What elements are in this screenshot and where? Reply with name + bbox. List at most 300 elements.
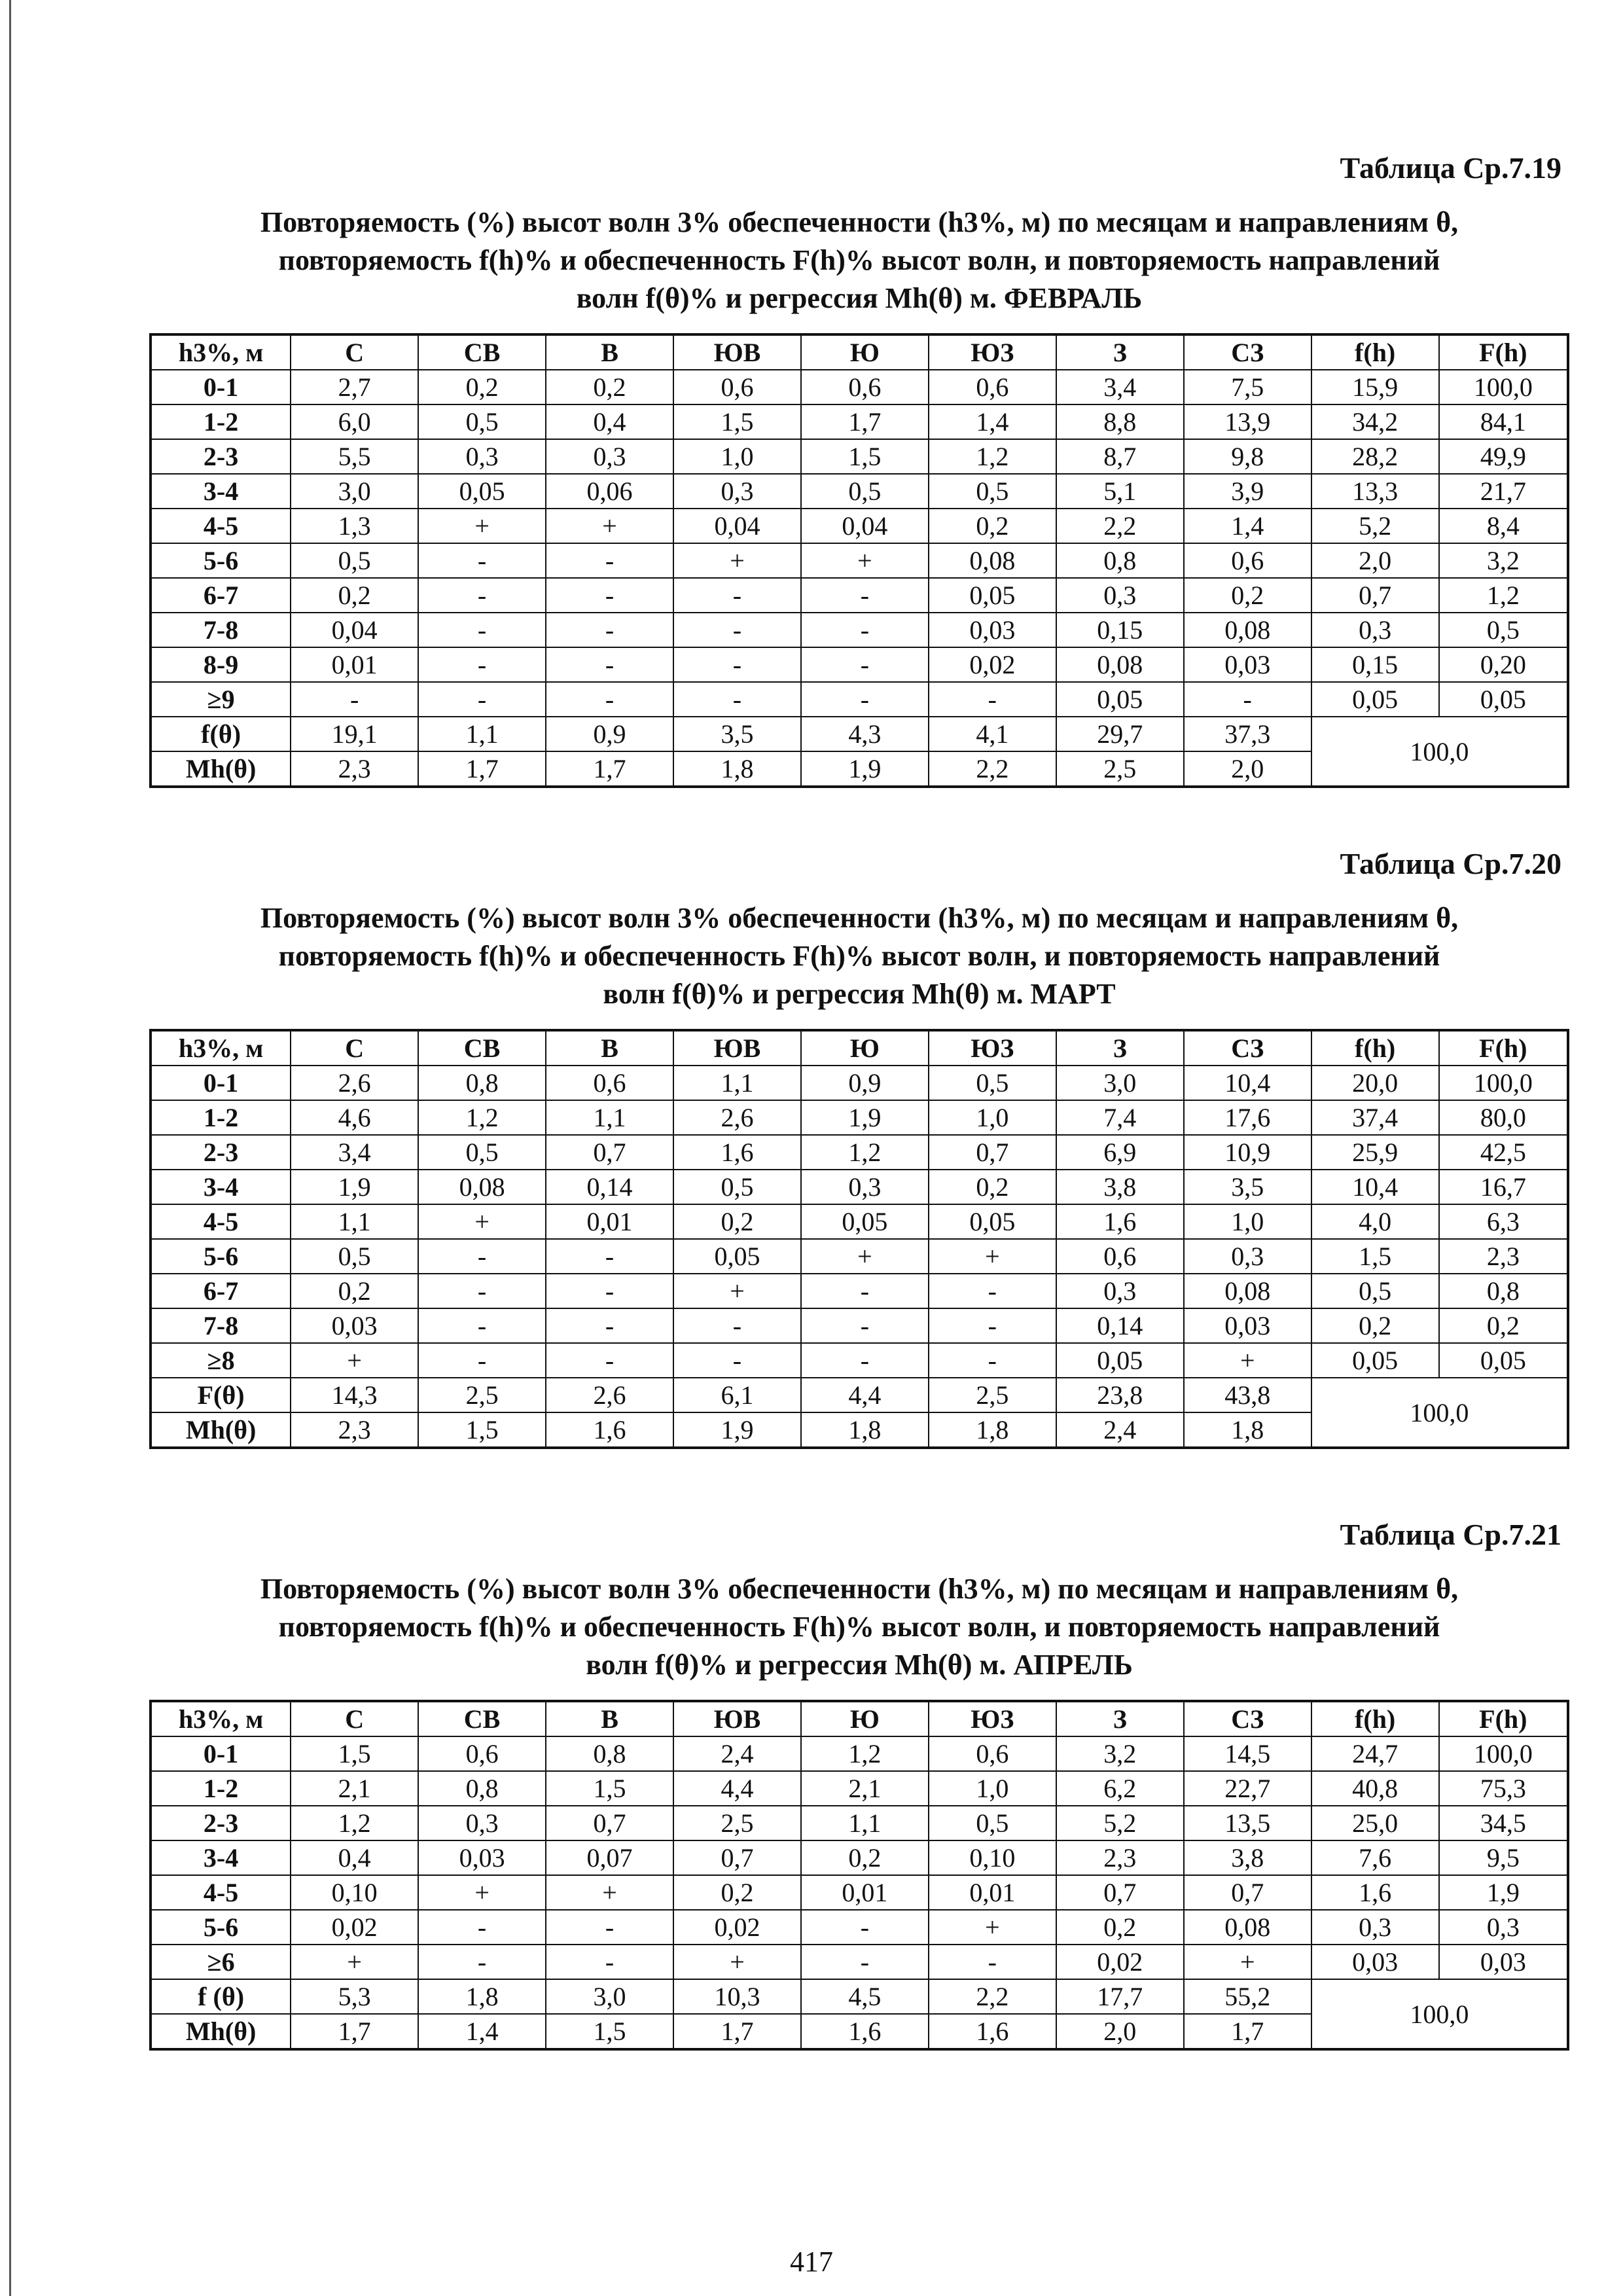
table-row xyxy=(151,1771,1568,1806)
table-cell: 1,5 xyxy=(801,439,929,474)
header-cell: С xyxy=(291,1030,418,1066)
table-cell: - xyxy=(546,1910,673,1945)
summary-cell: 2,3 xyxy=(291,751,418,787)
table-cell: 80,0 xyxy=(1439,1100,1568,1135)
table-cell: 0,15 xyxy=(1311,647,1439,682)
table-number: Таблица Ср.7.21 xyxy=(1340,1518,1561,1551)
table-cell: - xyxy=(546,613,673,647)
table-cell: 0,8 xyxy=(418,1771,546,1806)
header-cell: ЮВ xyxy=(673,1030,801,1066)
table-cell: 34,5 xyxy=(1439,1806,1568,1840)
table-cell: 0,02 xyxy=(291,1910,418,1945)
summary-cell: 1,5 xyxy=(546,2014,673,2049)
table-cell: - xyxy=(929,682,1056,717)
table-cell: 0,2 xyxy=(1439,1308,1568,1343)
summary-cell: 1,8 xyxy=(929,1412,1056,1448)
caption-line: волн f(θ)% и регрессия Mh(θ) м. АПРЕЛЬ xyxy=(586,1649,1133,1681)
table-cell: 1,2 xyxy=(1439,578,1568,613)
wave-height-table xyxy=(149,1029,1569,1449)
header-cell: ЮЗ xyxy=(929,1701,1056,1736)
summary-cell: 1,9 xyxy=(801,751,929,787)
table-cell: 0,05 xyxy=(929,1204,1056,1239)
table-cell: 1,5 xyxy=(291,1736,418,1771)
table-cell: 2,7 xyxy=(291,370,418,404)
page-number: 417 xyxy=(790,2246,833,2278)
header-cell: ЮВ xyxy=(673,334,801,370)
summary-cell: 1,9 xyxy=(673,1412,801,1448)
table-cell: 0,05 xyxy=(673,1239,801,1274)
table-cell: 0,3 xyxy=(1311,613,1439,647)
table-cell: 0,2 xyxy=(673,1875,801,1910)
table-cell: 0,03 xyxy=(418,1840,546,1875)
table-cell: 0,7 xyxy=(546,1135,673,1170)
table-cell: 0,2 xyxy=(929,1170,1056,1204)
row-label: 6-7 xyxy=(151,1274,291,1308)
table-cell: - xyxy=(546,682,673,717)
table-cell: - xyxy=(418,682,546,717)
table-cell: 1,1 xyxy=(291,1204,418,1239)
table-cell: 0,01 xyxy=(291,647,418,682)
summary-cell: 14,3 xyxy=(291,1378,418,1412)
caption-line: Повторяемость (%) высот волн 3% обеспеченности (h3%, м) по месяцам и направлениям θ, xyxy=(260,902,1459,934)
table-cell: 0,05 xyxy=(1056,682,1184,717)
table-cell: 5,5 xyxy=(291,439,418,474)
summary-cell: 1,7 xyxy=(673,2014,801,2049)
table-cell: 0,7 xyxy=(1056,1875,1184,1910)
row-label: ≥6 xyxy=(151,1945,291,1979)
table-cell: - xyxy=(546,543,673,578)
caption-line: Повторяемость (%) высот волн 3% обеспеченности (h3%, м) по месяцам и направлениям θ, xyxy=(260,1573,1459,1605)
table-cell: + xyxy=(929,1239,1056,1274)
table-row xyxy=(151,1736,1568,1771)
header-cell: В xyxy=(546,1701,673,1736)
summary-cell: 2,2 xyxy=(929,751,1056,787)
table-section-1 xyxy=(149,151,1569,788)
table-cell: - xyxy=(418,1239,546,1274)
table-cell: 3,9 xyxy=(1184,474,1311,509)
table-cell: - xyxy=(801,647,929,682)
summary-cell: 43,8 xyxy=(1184,1378,1311,1412)
row-label: 4-5 xyxy=(151,1204,291,1239)
table-cell: 1,5 xyxy=(546,1771,673,1806)
header-cell: З xyxy=(1056,1030,1184,1066)
table-cell: 0,04 xyxy=(801,509,929,543)
table-cell: 4,4 xyxy=(673,1771,801,1806)
table-cell: 0,08 xyxy=(1184,1274,1311,1308)
table-cell: + xyxy=(291,1343,418,1378)
table-cell: - xyxy=(418,1274,546,1308)
table-row xyxy=(151,1100,1568,1135)
table-cell: 0,5 xyxy=(929,474,1056,509)
table-cell: 13,3 xyxy=(1311,474,1439,509)
table-cell: 1,4 xyxy=(929,404,1056,439)
table-cell: 0,05 xyxy=(1311,1343,1439,1378)
table-cell: 0,2 xyxy=(801,1840,929,1875)
table-cell: 0,3 xyxy=(546,439,673,474)
table-cell: - xyxy=(546,1239,673,1274)
table-cell: 0,07 xyxy=(546,1840,673,1875)
table-cell: 40,8 xyxy=(1311,1771,1439,1806)
wave-height-table xyxy=(149,1700,1569,2051)
table-cell: 0,7 xyxy=(546,1806,673,1840)
table-cell: 3,8 xyxy=(1184,1840,1311,1875)
table-cell: + xyxy=(291,1945,418,1979)
table-section-3 xyxy=(149,1517,1569,2051)
table-cell: 9,8 xyxy=(1184,439,1311,474)
table-cell: 100,0 xyxy=(1439,370,1568,404)
row-label: 7-8 xyxy=(151,1308,291,1343)
header-row xyxy=(151,1030,1568,1066)
summary-cell: 1,1 xyxy=(418,717,546,751)
table-row xyxy=(151,1308,1568,1343)
table-cell: 2,0 xyxy=(1311,543,1439,578)
table-cell: 0,2 xyxy=(929,509,1056,543)
table-cell: 0,6 xyxy=(929,1736,1056,1771)
table-cell: 0,5 xyxy=(291,1239,418,1274)
table-cell: 1,2 xyxy=(929,439,1056,474)
table-cell: 0,6 xyxy=(673,370,801,404)
header-cell: F(h) xyxy=(1439,334,1568,370)
table-cell: 22,7 xyxy=(1184,1771,1311,1806)
table-cell: 1,6 xyxy=(1311,1875,1439,1910)
summary-cell: 1,8 xyxy=(801,1412,929,1448)
row-label: ≥8 xyxy=(151,1343,291,1378)
table-cell: 13,5 xyxy=(1184,1806,1311,1840)
row-label: 1-2 xyxy=(151,404,291,439)
row-label: 0-1 xyxy=(151,1066,291,1100)
table-row xyxy=(151,1840,1568,1875)
table-section-2 xyxy=(149,846,1569,1449)
header-cell: Ю xyxy=(801,1030,929,1066)
summary-label: Mh(θ) xyxy=(151,2014,291,2049)
summary-cell: 1,6 xyxy=(801,2014,929,2049)
summary-cell: 1,5 xyxy=(418,1412,546,1448)
table-cell: 0,2 xyxy=(1184,578,1311,613)
table-cell: - xyxy=(929,1945,1056,1979)
total-cell: 100,0 xyxy=(1311,717,1568,787)
table-cell: 0,03 xyxy=(1184,1308,1311,1343)
table-cell: 84,1 xyxy=(1439,404,1568,439)
table-row xyxy=(151,509,1568,543)
summary-cell: 2,5 xyxy=(418,1378,546,1412)
table-cell: 0,5 xyxy=(418,404,546,439)
table-cell: - xyxy=(418,1945,546,1979)
table-caption xyxy=(149,1570,1569,1684)
table-cell: 28,2 xyxy=(1311,439,1439,474)
table-cell: 1,4 xyxy=(1184,509,1311,543)
header-cell: f(h) xyxy=(1311,334,1439,370)
table-cell: 0,3 xyxy=(1056,1274,1184,1308)
summary-cell: 2,0 xyxy=(1184,751,1311,787)
table-cell: 0,06 xyxy=(546,474,673,509)
summary-cell: 2,4 xyxy=(1056,1412,1184,1448)
row-label: 3-4 xyxy=(151,1840,291,1875)
table-cell: 0,01 xyxy=(801,1875,929,1910)
table-cell: 7,6 xyxy=(1311,1840,1439,1875)
header-cell: F(h) xyxy=(1439,1030,1568,1066)
row-label: 1-2 xyxy=(151,1771,291,1806)
table-cell: - xyxy=(929,1274,1056,1308)
table-cell: 0,02 xyxy=(673,1910,801,1945)
table-cell: + xyxy=(418,509,546,543)
table-cell: 2,5 xyxy=(673,1806,801,1840)
table-cell: 0,5 xyxy=(1311,1274,1439,1308)
table-cell: 17,6 xyxy=(1184,1100,1311,1135)
summary-cell: 2,3 xyxy=(291,1412,418,1448)
row-label: 4-5 xyxy=(151,1875,291,1910)
table-cell: - xyxy=(929,1308,1056,1343)
table-cell: 6,9 xyxy=(1056,1135,1184,1170)
table-cell: 100,0 xyxy=(1439,1736,1568,1771)
table-cell: 16,7 xyxy=(1439,1170,1568,1204)
header-cell: ЮЗ xyxy=(929,1030,1056,1066)
table-cell: 49,9 xyxy=(1439,439,1568,474)
table-cell: 0,10 xyxy=(291,1875,418,1910)
table-cell: 0,05 xyxy=(801,1204,929,1239)
table-cell: 3,2 xyxy=(1056,1736,1184,1771)
summary-label: F(θ) xyxy=(151,1378,291,1412)
table-cell: 0,2 xyxy=(1311,1308,1439,1343)
summary-cell: 23,8 xyxy=(1056,1378,1184,1412)
table-cell: 15,9 xyxy=(1311,370,1439,404)
table-cell: 0,20 xyxy=(1439,647,1568,682)
row-label: 7-8 xyxy=(151,613,291,647)
table-row xyxy=(151,613,1568,647)
summary-cell: 1,7 xyxy=(418,751,546,787)
table-cell: 1,0 xyxy=(673,439,801,474)
summary-cell: 4,5 xyxy=(801,1979,929,2014)
table-cell: 0,2 xyxy=(418,370,546,404)
table-cell: 21,7 xyxy=(1439,474,1568,509)
table-row xyxy=(151,404,1568,439)
table-cell: 1,9 xyxy=(1439,1875,1568,1910)
summary-cell: 0,9 xyxy=(546,717,673,751)
table-cell: 0,05 xyxy=(929,578,1056,613)
summary-label: f (θ) xyxy=(151,1979,291,2014)
table-cell: 0,14 xyxy=(546,1170,673,1204)
header-cell: СВ xyxy=(418,334,546,370)
table-caption xyxy=(149,899,1569,1013)
row-label: 0-1 xyxy=(151,1736,291,1771)
table-cell: 0,5 xyxy=(801,474,929,509)
header-cell: СЗ xyxy=(1184,1030,1311,1066)
table-cell: 0,10 xyxy=(929,1840,1056,1875)
table-cell: 4,0 xyxy=(1311,1204,1439,1239)
table-cell: 1,2 xyxy=(801,1135,929,1170)
table-cell: 0,6 xyxy=(1184,543,1311,578)
table-cell: 0,3 xyxy=(418,1806,546,1840)
table-cell: 0,03 xyxy=(1311,1945,1439,1979)
table-cell: 0,03 xyxy=(291,1308,418,1343)
summary-label: f(θ) xyxy=(151,717,291,751)
table-cell: + xyxy=(801,1239,929,1274)
header-cell: С xyxy=(291,334,418,370)
header-cell: В xyxy=(546,1030,673,1066)
summary-cell: 3,5 xyxy=(673,717,801,751)
table-cell: 0,6 xyxy=(929,370,1056,404)
table-cell: 0,15 xyxy=(1056,613,1184,647)
table-row xyxy=(151,1806,1568,1840)
table-number: Таблица Ср.7.20 xyxy=(1340,847,1561,880)
table-cell: 25,0 xyxy=(1311,1806,1439,1840)
table-cell: 1,0 xyxy=(1184,1204,1311,1239)
table-cell: 0,8 xyxy=(1439,1274,1568,1308)
table-cell: - xyxy=(801,1274,929,1308)
table-cell: 0,08 xyxy=(1184,1910,1311,1945)
table-cell: 3,4 xyxy=(1056,370,1184,404)
table-cell: 0,2 xyxy=(546,370,673,404)
header-cell: ЮВ xyxy=(673,1701,801,1736)
table-cell: 1,6 xyxy=(1056,1204,1184,1239)
table-cell: 25,9 xyxy=(1311,1135,1439,1170)
table-cell: 0,05 xyxy=(1439,1343,1568,1378)
summary-row xyxy=(151,1378,1568,1412)
header-cell: СЗ xyxy=(1184,334,1311,370)
row-label: 8-9 xyxy=(151,647,291,682)
table-cell: 0,6 xyxy=(801,370,929,404)
table-cell: 1,9 xyxy=(801,1100,929,1135)
table-cell: 3,0 xyxy=(291,474,418,509)
table-cell: 0,05 xyxy=(418,474,546,509)
table-cell: - xyxy=(801,613,929,647)
summary-cell: 4,1 xyxy=(929,717,1056,751)
table-cell: - xyxy=(546,647,673,682)
caption-line: повторяемость f(h)% и обеспеченность F(h)% высот волн, и повторяемость направлений xyxy=(278,1611,1440,1643)
table-cell: 1,0 xyxy=(929,1100,1056,1135)
summary-label: Mh(θ) xyxy=(151,751,291,787)
table-cell: 0,2 xyxy=(291,578,418,613)
row-label: ≥9 xyxy=(151,682,291,717)
table-cell: 75,3 xyxy=(1439,1771,1568,1806)
summary-cell: 1,7 xyxy=(546,751,673,787)
table-cell: + xyxy=(1184,1343,1311,1378)
header-cell: СВ xyxy=(418,1030,546,1066)
table-cell: 8,8 xyxy=(1056,404,1184,439)
table-row xyxy=(151,578,1568,613)
table-cell: 0,3 xyxy=(418,439,546,474)
table-cell: 0,7 xyxy=(1184,1875,1311,1910)
table-cell: 34,2 xyxy=(1311,404,1439,439)
table-row xyxy=(151,1343,1568,1378)
table-cell: 100,0 xyxy=(1439,1066,1568,1100)
summary-row xyxy=(151,1979,1568,2014)
table-cell: 2,6 xyxy=(291,1066,418,1100)
table-cell: 0,03 xyxy=(1439,1945,1568,1979)
table-cell: 0,9 xyxy=(801,1066,929,1100)
table-cell: 0,6 xyxy=(418,1736,546,1771)
table-row xyxy=(151,1135,1568,1170)
table-cell: - xyxy=(673,682,801,717)
table-cell: 0,5 xyxy=(673,1170,801,1204)
table-cell: - xyxy=(1184,682,1311,717)
table-cell: - xyxy=(673,613,801,647)
table-cell: 2,1 xyxy=(801,1771,929,1806)
header-row xyxy=(151,1701,1568,1736)
table-cell: + xyxy=(546,1875,673,1910)
table-cell: 0,5 xyxy=(291,543,418,578)
summary-cell: 19,1 xyxy=(291,717,418,751)
table-cell: + xyxy=(546,509,673,543)
table-cell: 0,02 xyxy=(1056,1945,1184,1979)
table-row xyxy=(151,1204,1568,1239)
total-cell: 100,0 xyxy=(1311,1979,1568,2049)
row-label: 3-4 xyxy=(151,1170,291,1204)
table-cell: 0,04 xyxy=(291,613,418,647)
table-cell: - xyxy=(673,1308,801,1343)
summary-cell: 5,3 xyxy=(291,1979,418,2014)
table-cell: + xyxy=(418,1204,546,1239)
header-cell: СВ xyxy=(418,1701,546,1736)
table-cell: + xyxy=(929,1910,1056,1945)
caption-line: повторяемость f(h)% и обеспеченность F(h)% высот волн, и повторяемость направлений xyxy=(278,940,1440,972)
table-cell: + xyxy=(673,543,801,578)
table-cell: 0,08 xyxy=(1056,647,1184,682)
table-cell: - xyxy=(673,647,801,682)
table-cell: 5,2 xyxy=(1056,1806,1184,1840)
summary-cell: 2,0 xyxy=(1056,2014,1184,2049)
table-cell: - xyxy=(546,1343,673,1378)
table-row xyxy=(151,682,1568,717)
summary-cell: 2,5 xyxy=(929,1378,1056,1412)
table-cell: 0,2 xyxy=(673,1204,801,1239)
summary-cell: 17,7 xyxy=(1056,1979,1184,2014)
table-cell: - xyxy=(418,1910,546,1945)
table-cell: 0,01 xyxy=(929,1875,1056,1910)
table-caption xyxy=(149,204,1569,317)
table-cell: - xyxy=(418,543,546,578)
caption-line: волн f(θ)% и регрессия Mh(θ) м. ФЕВРАЛЬ xyxy=(576,282,1143,314)
table-cell: 0,3 xyxy=(801,1170,929,1204)
table-number: Таблица Ср.7.19 xyxy=(1340,151,1561,185)
summary-cell: 10,3 xyxy=(673,1979,801,2014)
row-label: 3-4 xyxy=(151,474,291,509)
table-cell: 8,4 xyxy=(1439,509,1568,543)
table-cell: 14,5 xyxy=(1184,1736,1311,1771)
header-cell: f(h) xyxy=(1311,1030,1439,1066)
table-cell: - xyxy=(673,578,801,613)
row-label: 1-2 xyxy=(151,1100,291,1135)
table-cell: 0,5 xyxy=(929,1806,1056,1840)
table-cell: 0,03 xyxy=(1184,647,1311,682)
table-cell: 7,5 xyxy=(1184,370,1311,404)
table-row xyxy=(151,1274,1568,1308)
table-cell: 6,0 xyxy=(291,404,418,439)
table-cell: 0,2 xyxy=(291,1274,418,1308)
table-cell: 0,08 xyxy=(929,543,1056,578)
summary-cell: 1,8 xyxy=(1184,1412,1311,1448)
table-cell: 5,2 xyxy=(1311,509,1439,543)
table-cell: 0,3 xyxy=(673,474,801,509)
table-cell: 1,2 xyxy=(291,1806,418,1840)
table-cell: - xyxy=(801,1945,929,1979)
table-cell: 0,08 xyxy=(418,1170,546,1204)
table-cell: 1,3 xyxy=(291,509,418,543)
table-cell: 1,7 xyxy=(801,404,929,439)
row-label: 2-3 xyxy=(151,1135,291,1170)
table-row xyxy=(151,439,1568,474)
table-cell: 3,0 xyxy=(1056,1066,1184,1100)
summary-label: Mh(θ) xyxy=(151,1412,291,1448)
table-cell: 0,5 xyxy=(929,1066,1056,1100)
table-cell: 2,1 xyxy=(291,1771,418,1806)
table-row xyxy=(151,1239,1568,1274)
table-cell: 13,9 xyxy=(1184,404,1311,439)
table-cell: - xyxy=(801,1308,929,1343)
table-cell: 0,7 xyxy=(1311,578,1439,613)
table-cell: 0,5 xyxy=(418,1135,546,1170)
table-cell: + xyxy=(418,1875,546,1910)
header-cell: В xyxy=(546,334,673,370)
